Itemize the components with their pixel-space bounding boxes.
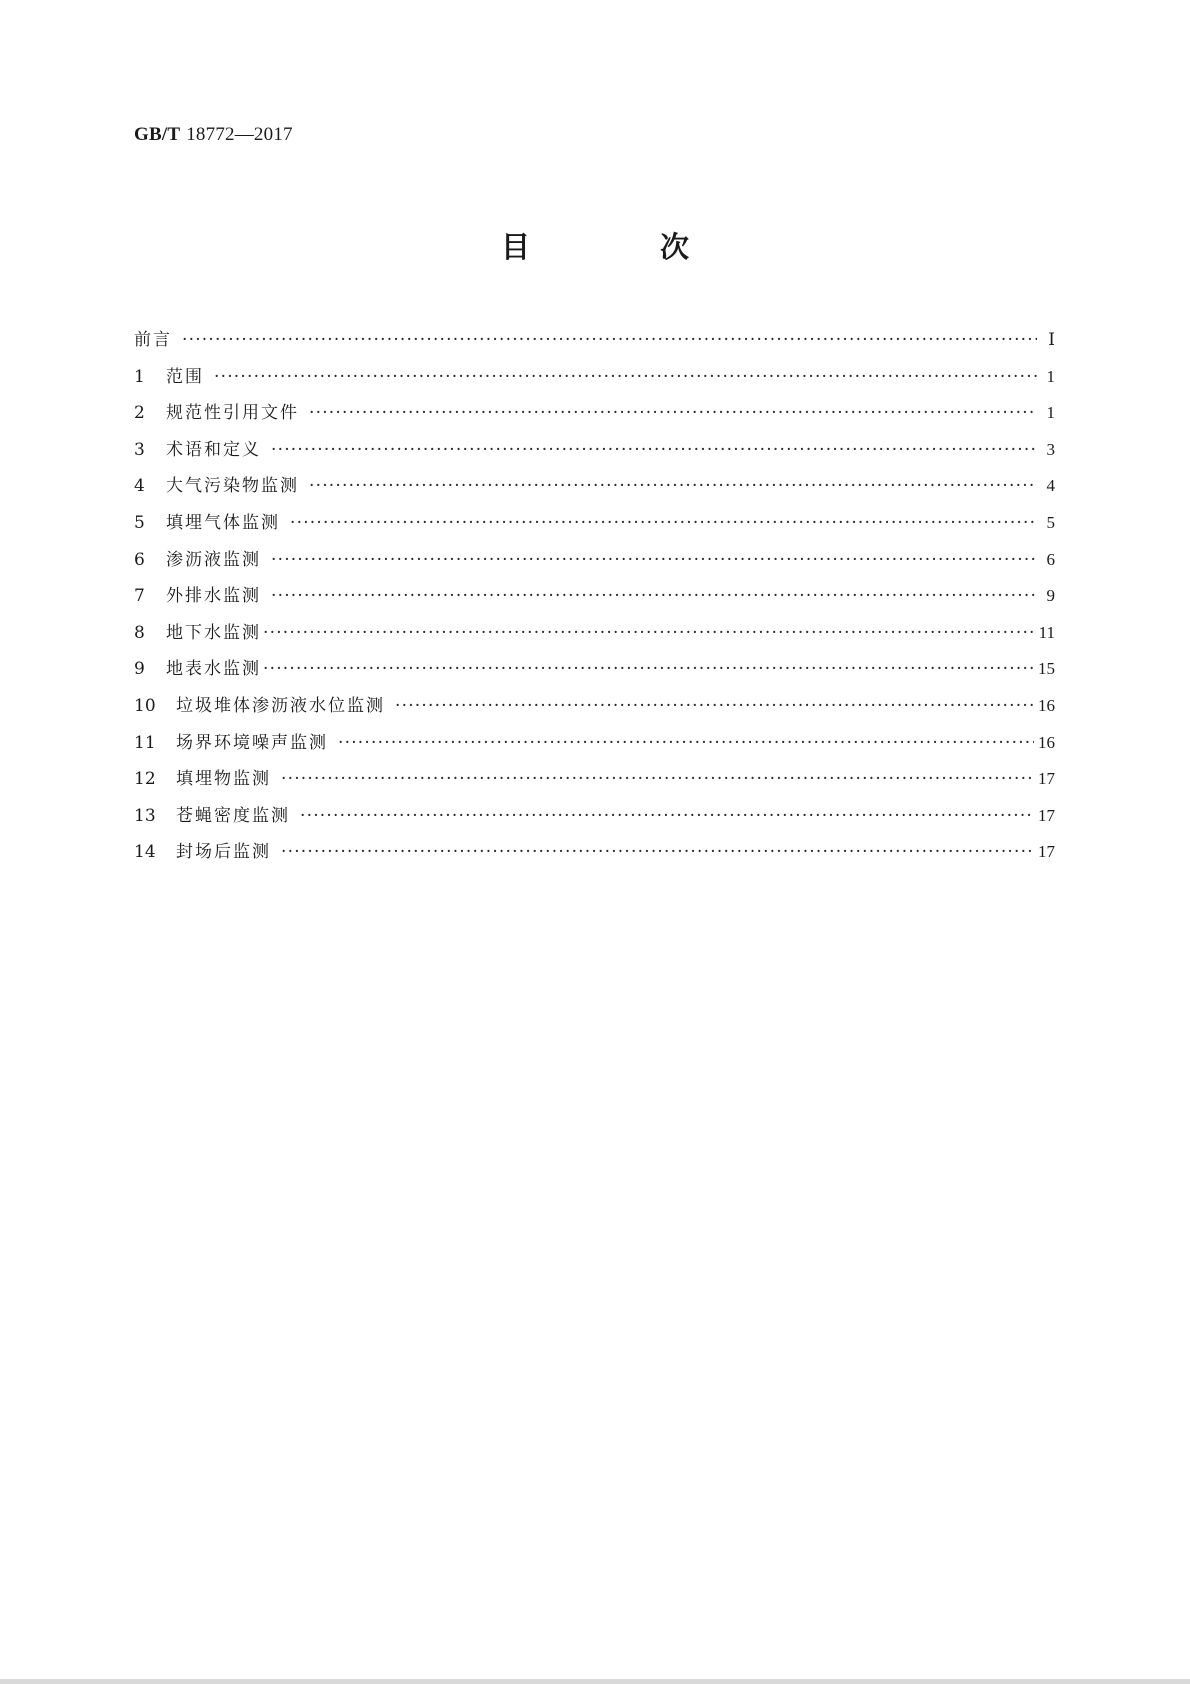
toc-entry-page: 16	[1038, 732, 1055, 752]
toc-entry-page: 6	[1046, 549, 1055, 569]
toc-entry-12[interactable]	[134, 761, 1055, 798]
toc-entry-label: 填埋气体监测	[166, 512, 280, 533]
toc-entry-11[interactable]	[134, 725, 1055, 762]
toc-entry-number: 14	[134, 842, 156, 863]
toc-entry-label: 大气污染物监测	[166, 476, 299, 497]
toc-entry-8[interactable]	[134, 615, 1055, 652]
toc-entry-label: 地下水监测	[166, 622, 261, 643]
toc-entry-label: 规范性引用文件	[166, 403, 299, 424]
toc-entry-5[interactable]	[134, 505, 1055, 542]
toc-entry-label: 范围	[166, 366, 204, 387]
toc-entry-number: 6	[134, 549, 145, 570]
toc-entry-number: 11	[134, 732, 156, 753]
toc-entry-label: 垃圾堆体渗沥液水位监测	[176, 695, 385, 716]
table-of-contents	[134, 322, 1055, 871]
toc-entry-number: 5	[134, 512, 145, 533]
toc-leader-dots	[338, 725, 1034, 762]
toc-entry-number: 1	[134, 366, 145, 387]
toc-entry-number: 3	[134, 439, 145, 460]
toc-leader-dots	[271, 542, 1037, 579]
toc-entry-page: 17	[1038, 842, 1055, 862]
toc-leader-dots	[271, 432, 1037, 469]
toc-leader-dots	[300, 798, 1034, 835]
toc-entry-page: 3	[1046, 439, 1055, 459]
toc-leader-dots	[309, 468, 1037, 505]
toc-entry-number: 8	[134, 622, 145, 643]
toc-entry-label: 前言	[134, 330, 172, 350]
toc-entry-label: 外排水监测	[166, 586, 261, 607]
toc-entry-page: 1	[1046, 366, 1055, 386]
standard-number: 18772—2017	[186, 124, 293, 145]
toc-entry-number: 10	[134, 695, 156, 716]
toc-entry-number: 13	[134, 805, 156, 826]
toc-leader-dots	[182, 322, 1037, 359]
toc-entry-page: 16	[1038, 695, 1055, 715]
toc-leader-dots	[214, 359, 1037, 396]
toc-entry-number: 2	[134, 403, 145, 424]
toc-entry-page: 1	[1046, 403, 1055, 423]
toc-entry-label: 地表水监测	[166, 659, 261, 680]
toc-entry-3[interactable]	[134, 432, 1055, 469]
toc-entry-label: 术语和定义	[166, 439, 261, 460]
toc-entry-label: 填埋物监测	[176, 769, 271, 790]
toc-entry-page: Ⅰ	[1048, 330, 1055, 349]
standard-code	[134, 124, 293, 146]
toc-entry-page: 11	[1038, 622, 1055, 642]
toc-title: 目 次	[500, 230, 750, 264]
toc-entry-number: 4	[134, 476, 145, 497]
toc-entry-1[interactable]	[134, 359, 1055, 396]
toc-leader-dots	[281, 761, 1034, 798]
toc-entry-page: 4	[1046, 476, 1055, 496]
toc-entry-10[interactable]	[134, 688, 1055, 725]
toc-entry-13[interactable]	[134, 798, 1055, 835]
toc-leader-dots	[290, 505, 1037, 542]
toc-entry-9[interactable]	[134, 651, 1055, 688]
toc-leader-dots	[309, 395, 1037, 432]
toc-entry-number: 7	[134, 586, 145, 607]
toc-entry-number: 12	[134, 769, 156, 790]
toc-entry-page: 15	[1038, 659, 1055, 679]
toc-entry-page: 17	[1038, 769, 1055, 789]
toc-entry-2[interactable]	[134, 395, 1055, 432]
toc-entry-6[interactable]	[134, 542, 1055, 579]
toc-leader-dots	[263, 615, 1035, 652]
toc-leader-dots	[271, 578, 1037, 615]
toc-leader-dots	[263, 651, 1034, 688]
toc-entry-label: 渗沥液监测	[166, 549, 261, 570]
toc-entry-page: 5	[1046, 512, 1055, 532]
toc-leader-dots	[281, 834, 1034, 871]
toc-entry-page: 9	[1046, 586, 1055, 606]
toc-entry-label: 封场后监测	[176, 842, 271, 863]
page-bottom-edge	[0, 1679, 1190, 1684]
standard-prefix: GB/T	[134, 124, 181, 145]
toc-entry-14[interactable]	[134, 834, 1055, 871]
toc-entry-label: 苍蝇密度监测	[176, 805, 290, 826]
toc-entry-4[interactable]	[134, 468, 1055, 505]
toc-entry-number: 9	[134, 659, 145, 680]
toc-entry-page: 17	[1038, 805, 1055, 825]
toc-entry-label: 场界环境噪声监测	[176, 732, 328, 753]
toc-entry-preface[interactable]	[134, 322, 1055, 359]
toc-leader-dots	[395, 688, 1034, 725]
toc-entry-7[interactable]	[134, 578, 1055, 615]
